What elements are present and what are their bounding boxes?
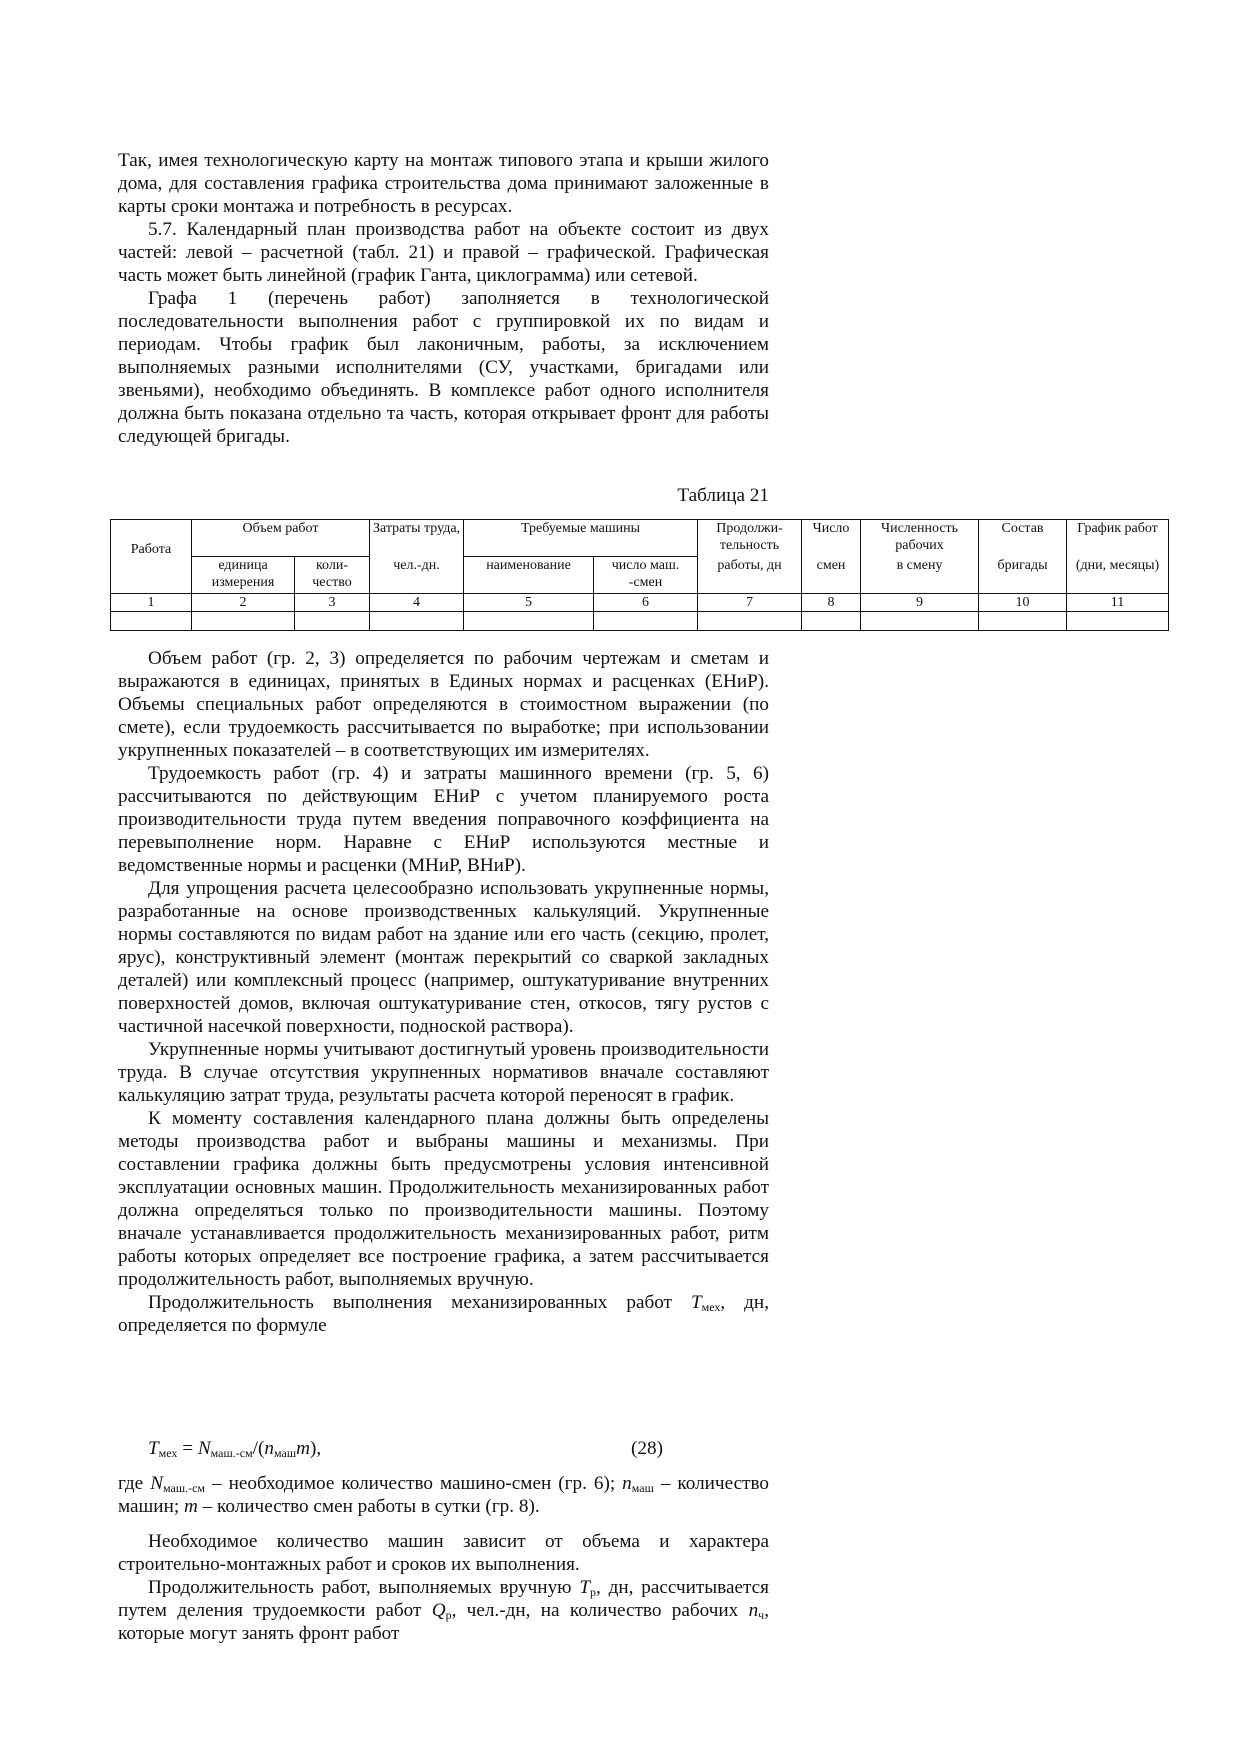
table-cell: [1067, 612, 1169, 631]
calendar-plan-table: [110, 519, 1169, 631]
table-cell: [192, 612, 295, 631]
header-cell: Численность рабочих: [861, 520, 979, 557]
column-number: 4: [370, 594, 464, 612]
formula-28: [118, 1437, 769, 1460]
table-cell: [464, 612, 594, 631]
header-cell: работы, дн: [698, 557, 802, 594]
paragraph: Продолжительность работ, выполняемых вручную $T_р$, дн, рассчитывается путем деления трудоемкости работ $Q_р$, чел.-дн, на количество рабочих $n_ч$, которые могут занять фронт работ: [118, 1577, 770, 1644]
paragraph: К моменту составления календарного плана должны быть определены методы производства работ и выбраны машины и механизмы. При составлении графика должны быть предусмотрены условия интенсивной эксплуатации основных машин. Продолжительность механизированных работ должна определяться только по производительности машины. Поэтому вначале устанавливается продолжительность механизированных работ, ритм работы которых определяет все построение графика, а затем рассчитывается продолжительность работ, выполняемых вручную.: [118, 1108, 769, 1290]
paragraph: Укрупненные нормы учитывают достигнутый уровень производительности труда. В случае отсутствия укрупненных нормативов вначале составляют калькуляцию затрат труда, результаты расчета которой переносят в график.: [118, 1039, 769, 1106]
table-cell: [698, 612, 802, 631]
table-cell: [594, 612, 698, 631]
table-caption: Таблица 21: [677, 485, 769, 506]
header-cell: График работ: [1067, 520, 1169, 557]
paragraph: Для упрощения расчета целесообразно использовать укрупненные нормы, разработанные на основе производственных калькуляций. Укрупненные нормы составляются по видам работ на здание или его часть (секцию, пролет, ярус), конструктивный элемент (монтаж перекрытий со сваркой закладных деталей) или комплексный процесс (например, оштукатуривание внутренних поверхностей домов, включая оштукатуривание стен, откосов, тягу рустов с частичной насечкой поверхности, подноской раствора).: [118, 878, 769, 1037]
header-cell: коли-чество: [295, 557, 370, 594]
table-cell: [802, 612, 861, 631]
header-cell: в смену: [861, 557, 979, 594]
table-cell: [370, 612, 464, 631]
table-cell: [295, 612, 370, 631]
text-block-middle: [118, 647, 769, 1337]
column-number: 5: [464, 594, 594, 612]
column-number: 8: [802, 594, 861, 612]
column-number: 1: [111, 594, 192, 612]
text-block-bottom: [118, 1530, 769, 1645]
header-cell: бригады: [979, 557, 1067, 594]
text-block-where: [118, 1472, 769, 1518]
header-cell: Состав: [979, 520, 1067, 557]
column-number: 2: [192, 594, 295, 612]
formula-number: (28): [631, 1438, 663, 1459]
header-cell: Продолжи-тельность: [698, 520, 802, 557]
paragraph: Графа 1 (перечень работ) заполняется в технологической последовательности выполнения работ с группировкой их по видам и периодам. Чтобы график был лаконичным, работы, за исключением выполняемых разными исполнителями (СУ, участками, бригадами или звеньями), необходимо объединять. В комплексе работ одного исполнителя должна быть показана отдельно та часть, которая открывает фронт для работы следующей бригады.: [118, 288, 769, 447]
paragraph: Объем работ (гр. 2, 3) определяется по рабочим чертежам и сметам и выражаются в единицах, принятых в Единых нормах и расценках (ЕНиР). Объемы специальных работ определяются в стоимостном выражении (по смете), если трудоемкость рассчитывается по выработке; при использовании укрупненных показателей – в соответствующих им измерителях.: [118, 648, 769, 761]
header-cell: Объем работ: [192, 520, 370, 557]
column-number: 3: [295, 594, 370, 612]
table-cell: [861, 612, 979, 631]
header-cell: Число: [802, 520, 861, 557]
header-cell: (дни, месяцы): [1067, 557, 1169, 594]
column-number: 6: [594, 594, 698, 612]
column-number: 7: [698, 594, 802, 612]
paragraph: Необходимое количество машин зависит от объема и характера строительно-монтажных работ и сроков их выполнения.: [118, 1531, 769, 1575]
header-cell: число маш. -смен: [594, 557, 698, 594]
column-number: 9: [861, 594, 979, 612]
text-block-top: [118, 149, 769, 448]
paragraph: 5.7. Календарный план производства работ на объекте состоит из двух частей: левой – расчетной (табл. 21) и правой – графической. Графическая часть может быть линейной (график Ганта, циклограмма) или сетевой.: [118, 219, 769, 286]
paragraph: Трудоемкость работ (гр. 4) и затраты машинного времени (гр. 5, 6) рассчитываются по действующим ЕНиР с учетом планируемого роста производительности труда путем введения поправочного коэффициента на перевыполнение норм. Наравне с ЕНиР используются местные и ведомственные нормы и расценки (МНиР, ВНиР).: [118, 763, 769, 876]
paragraph: Продолжительность выполнения механизированных работ $T_{мех}$, дн, определяется по формуле: [118, 1292, 769, 1336]
table-cell: [111, 612, 192, 631]
table-cell: [979, 612, 1067, 631]
header-cell: единица измерения: [192, 557, 295, 594]
paragraph: где $N_{маш.-см}$ – необходимое количество машино-смен (гр. 6); $n_{маш}$ – количество машин; m – количество смен работы в сутки (гр. 8).: [118, 1473, 769, 1517]
paragraph: Так, имея технологическую карту на монтаж типового этапа и крыши жилого дома, для составления графика строительства дома принимают заложенные в карты сроки монтажа и потребность в ресурсах.: [118, 150, 769, 217]
header-cell: Требуемые машины: [464, 520, 698, 557]
header-cell: смен: [802, 557, 861, 594]
header-cell: наименование: [464, 557, 594, 594]
column-number: 10: [979, 594, 1067, 612]
header-cell: Затраты труда,: [370, 520, 464, 557]
formula-expression: $T_{мех} = N_{маш.-см}/(n_{маш}m)$,: [148, 1438, 322, 1460]
header-cell: чел.-дн.: [370, 557, 464, 594]
header-cell: Работа: [111, 541, 192, 578]
column-number: 11: [1067, 594, 1169, 612]
